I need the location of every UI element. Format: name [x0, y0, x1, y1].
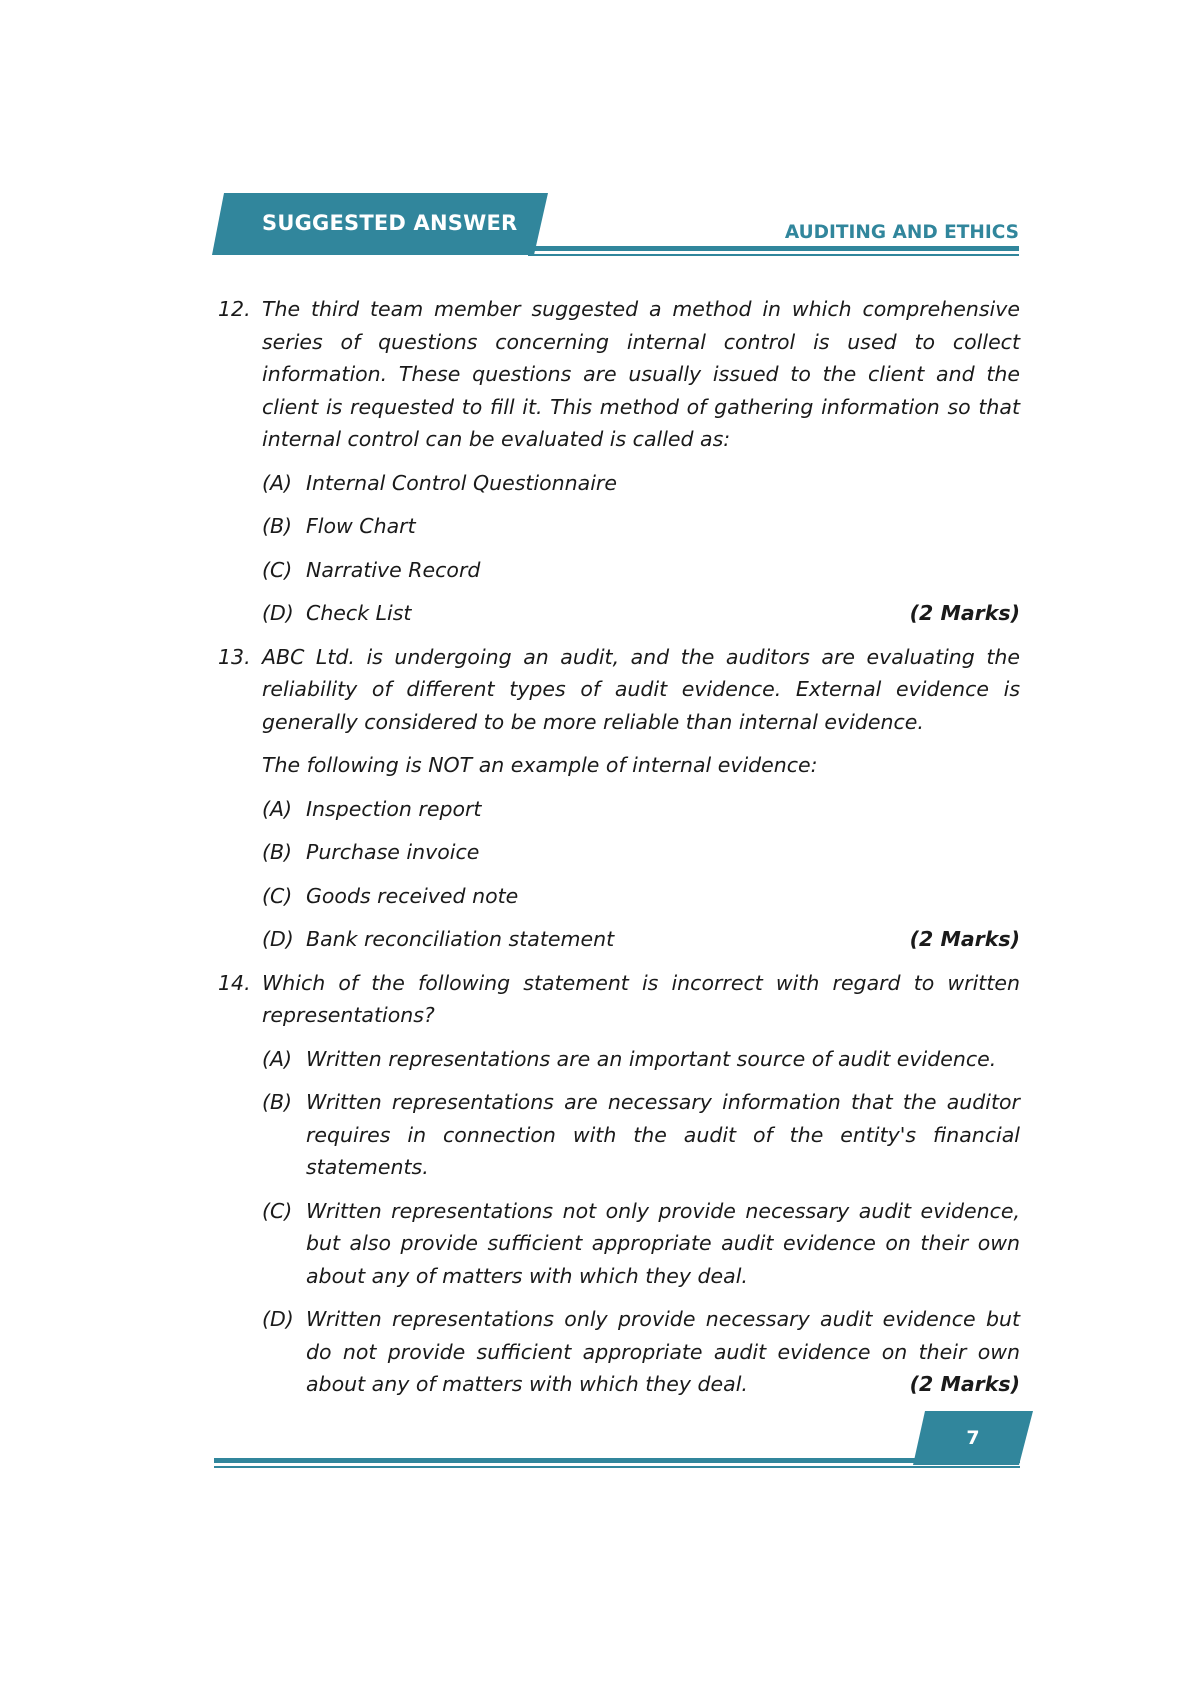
option-text: Internal Control Questionnaire: [306, 470, 617, 495]
question-13: [218, 641, 1020, 956]
question-number: 14.: [218, 970, 251, 995]
option-label: (D): [262, 601, 294, 625]
option-b: [262, 510, 1020, 543]
header-rule: [532, 246, 1019, 251]
option-text: Written representations are an important source of audit evidence.: [306, 1046, 997, 1071]
option-text: Inspection report: [306, 796, 482, 821]
option-text: Check List: [306, 601, 412, 625]
option-c: [262, 1195, 1020, 1293]
question-number: 13.: [218, 644, 251, 669]
option-label: (B): [262, 1090, 293, 1114]
page-number: 7: [966, 1427, 980, 1449]
question-12: [218, 293, 1020, 630]
question-14: [218, 967, 1020, 1401]
option-text: Goods received note: [306, 883, 519, 908]
option-label: (B): [262, 514, 293, 538]
option-label: (A): [262, 796, 293, 821]
option-d: [262, 1303, 1020, 1401]
option-text-body: Written representations only provide necessary audit evidence but do not provide sufficient appropriate audit evidence on their own about any of matters with which they deal.: [306, 1307, 1020, 1396]
option-text: [306, 1303, 1020, 1401]
question-number: 12.: [218, 297, 251, 321]
question-stem-followup: The following is NOT an example of internal evidence:: [262, 753, 818, 777]
question-list: [218, 293, 1020, 1401]
question-stem: The third team member suggested a method in which comprehensive series of questions concerning internal control is used to collect information. These questions are usually issued to the client and the client is requested to fill it. This method of gathering information so that internal control can be evaluated is called as:: [262, 297, 1020, 451]
header-subject: AUDITING AND ETHICS: [784, 222, 1019, 243]
option-label: (C): [262, 883, 293, 908]
option-d: [262, 923, 1020, 956]
option-text-row: [306, 597, 1020, 630]
option-text: Bank reconciliation statement: [306, 927, 615, 951]
marks-label: (2 Marks): [909, 927, 1020, 951]
option-label: (A): [262, 470, 293, 495]
option-d: [262, 597, 1020, 630]
footer-rule: [214, 1458, 1020, 1463]
marks-label: (2 Marks): [909, 1372, 1020, 1396]
option-text-row: [306, 923, 1020, 956]
option-label: (D): [262, 927, 294, 951]
option-text: Narrative Record: [306, 557, 481, 582]
header-tab-label: SUGGESTED ANSWER: [262, 211, 518, 235]
option-text: Written representations not only provide necessary audit evidence, but also provide sufficient appropriate audit evidence on their own about any of matters with which they deal.: [306, 1198, 1020, 1288]
option-label: (C): [262, 557, 293, 582]
option-text: Written representations are necessary information that the auditor requires in connection with the audit of the entity's financial statements.: [306, 1090, 1020, 1179]
question-stem: ABC Ltd. is undergoing an audit, and the auditors are evaluating the reliability of different types of audit evidence. External evidence is generally considered to be more reliable than internal evidence.: [262, 644, 1020, 734]
option-label: (B): [262, 840, 293, 864]
option-text: Purchase invoice: [306, 840, 480, 864]
header-rule-thin: [528, 254, 1019, 256]
option-label: (A): [262, 1046, 293, 1071]
option-b: [262, 836, 1020, 869]
option-label: (C): [262, 1198, 293, 1223]
footer-rule-thin: [214, 1466, 1020, 1468]
marks-label: (2 Marks): [909, 601, 1020, 625]
option-a: [262, 1043, 1020, 1076]
question-stem: Which of the following statement is incorrect with regard to written representations?: [262, 970, 1020, 1027]
option-c: [262, 880, 1020, 913]
option-c: [262, 554, 1020, 587]
option-text: Flow Chart: [306, 514, 416, 538]
option-a: [262, 467, 1020, 500]
option-b: [262, 1086, 1020, 1184]
option-label: (D): [262, 1307, 294, 1331]
option-a: [262, 793, 1020, 826]
